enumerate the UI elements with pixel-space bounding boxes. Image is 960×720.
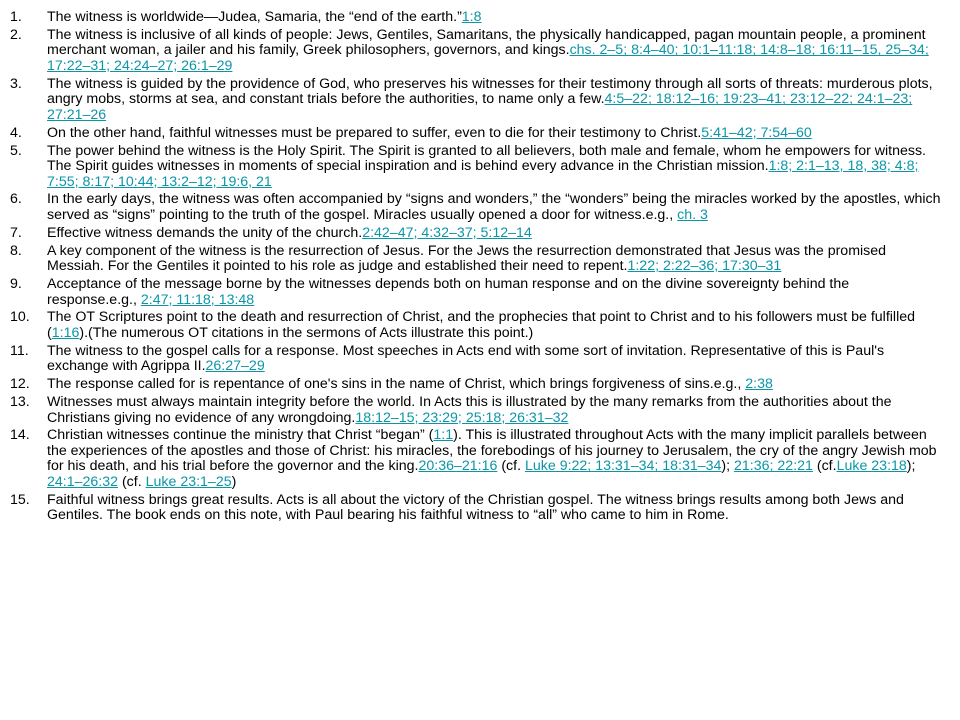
list-item bbox=[10, 277, 942, 308]
text-segment: ); bbox=[906, 458, 916, 475]
item-text bbox=[47, 225, 532, 241]
item-text bbox=[47, 191, 940, 223]
text-segment: The OT Scriptures point to the death and resurrection of Christ, and the prophecies that point to Christ and to his followers must be fulfilled ( bbox=[47, 309, 916, 341]
scripture-reference-link[interactable]: 1:8; 2:1–13, 18, 38; 4:8; 7:55; 8:17; 10:44; 13:2–12; 19:6, 21 bbox=[47, 158, 919, 190]
text-segment: ); bbox=[721, 458, 735, 475]
scripture-reference-link[interactable]: 1:1 bbox=[433, 427, 454, 444]
item-number: 12. bbox=[10, 376, 30, 393]
item-number: 4. bbox=[10, 124, 22, 141]
text-segment: In the early days, the witness was often accompanied by “signs and wonders,” the “wonders” being the miracles worked by the apostles, which served as “signs” pointing to the truth of the gospel. Miracles usually opened a door for witness.e.g., bbox=[47, 191, 941, 224]
text-segment: ) bbox=[231, 474, 237, 491]
item-text bbox=[47, 243, 886, 275]
scripture-reference-link[interactable]: Luke 23:18 bbox=[836, 458, 907, 475]
scripture-reference-link[interactable]: 2:38 bbox=[745, 376, 773, 393]
scripture-reference-link[interactable]: 2:42–47; 4:32–37; 5:12–14 bbox=[362, 224, 532, 241]
item-text bbox=[47, 309, 915, 341]
scripture-reference-link[interactable]: ch. 3 bbox=[677, 207, 708, 224]
list-item bbox=[10, 77, 942, 124]
text-segment: ). This is illustrated throughout Acts with the many implicit parallels between the experiences of the apostles and those of Christ: his miracles, the forebodings of his journey to Jerusalem, the cry of the angry Jewish mob for his death, and his trial before the governor and the king. bbox=[47, 427, 937, 475]
text-segment: The witness is inclusive of all kinds of people: Jews, Gentiles, Samaritans, the physically handicapped, pagan mountain people, a prominent merchant woman, a jailer and his family, Greek philosophers, governors, and kings. bbox=[47, 26, 926, 59]
item-text bbox=[47, 394, 892, 426]
scripture-reference-link[interactable]: 21:36; 22:21 bbox=[734, 458, 813, 475]
item-text bbox=[47, 9, 482, 25]
item-text bbox=[47, 376, 773, 392]
text-segment: On the other hand, faithful witnesses must be prepared to suffer, even to die for their testimony to Christ. bbox=[47, 124, 702, 141]
text-segment: Acceptance of the message borne by the witnesses depends both on human response and on the divine sovereignty behind the response.e.g., bbox=[47, 276, 850, 308]
list-item bbox=[10, 28, 942, 75]
item-number: 8. bbox=[10, 242, 22, 259]
witness-points-list bbox=[10, 10, 942, 524]
item-number: 13. bbox=[10, 393, 30, 410]
list-item bbox=[10, 428, 942, 490]
item-number: 10. bbox=[10, 309, 30, 326]
list-item bbox=[10, 144, 942, 191]
item-number: 5. bbox=[10, 142, 22, 159]
scripture-reference-link[interactable]: Luke 9:22; 13:31–34; 18:31–34 bbox=[524, 458, 722, 475]
text-segment: (cf. bbox=[812, 458, 837, 475]
list-item bbox=[10, 493, 942, 524]
list-item bbox=[10, 377, 942, 393]
text-segment: Witnesses must always maintain integrity before the world. In Acts this is illustrated by the many remarks from the authorities about the Christians giving no evidence of any wrongdoing. bbox=[47, 393, 892, 426]
text-segment: Effective witness demands the unity of the church. bbox=[47, 224, 363, 241]
scripture-reference-link[interactable]: 4:5–22; 18:12–16; 19:23–41; 23:12–22; 24:1–23; 27:21–26 bbox=[47, 91, 913, 123]
item-text bbox=[47, 427, 937, 490]
text-segment: The witness is guided by the providence of God, who preserves his witnesses for their testimony through all sorts of threats: murderous plots, angry mobs, storms at sea, and constant trials before the authorities, to name only a few. bbox=[47, 75, 933, 108]
item-number: 6. bbox=[10, 191, 22, 208]
list-item bbox=[10, 244, 942, 275]
scripture-reference-link[interactable]: 1:16 bbox=[51, 324, 80, 341]
item-text bbox=[47, 276, 849, 308]
item-text bbox=[47, 492, 904, 524]
list-item bbox=[10, 226, 942, 242]
scripture-reference-link[interactable]: 26:27–29 bbox=[205, 358, 265, 375]
scripture-reference-link[interactable]: 1:22; 2:22–36; 17:30–31 bbox=[627, 258, 782, 275]
item-number: 2. bbox=[10, 26, 22, 43]
text-segment: The witness to the gospel calls for a response. Most speeches in Acts end with some sort of invitation. Representative of this is Paul's exchange with Agrippa II. bbox=[47, 342, 885, 375]
item-text bbox=[47, 27, 929, 74]
text-segment: (cf. bbox=[118, 474, 146, 491]
scripture-reference-link[interactable]: 20:36–21:16 bbox=[418, 458, 498, 475]
list-item bbox=[10, 395, 942, 426]
item-number: 9. bbox=[10, 276, 22, 292]
text-segment: (cf. bbox=[497, 458, 525, 475]
text-segment: The power behind the witness is the Holy Spirit. The Spirit is granted to all believers, both male and female, whom he empowers for witness. The Spirit guides witnesses in moments of special inspiration and is behind every advance in the Christian mission. bbox=[47, 142, 927, 175]
scripture-reference-link[interactable]: 2:47; 11:18; 13:48 bbox=[140, 291, 255, 308]
item-text bbox=[47, 125, 812, 141]
item-number: 1. bbox=[10, 9, 22, 25]
scripture-reference-link[interactable]: chs. 2–5; 8:4–40; 10:1–11:18; 14:8–18; 16:11–15, 25–34; 17:22–31; 24:24–27; 26:1–29 bbox=[47, 42, 929, 74]
list-item bbox=[10, 310, 942, 341]
list-item bbox=[10, 126, 942, 142]
text-segment: The witness is worldwide—Judea, Samaria, the “end of the earth.” bbox=[47, 9, 462, 25]
item-number: 7. bbox=[10, 224, 22, 241]
text-segment: The response called for is repentance of one's sins in the name of Christ, which brings forgiveness of sins.e.g., bbox=[47, 376, 746, 393]
item-number: 14. bbox=[10, 427, 30, 444]
text-segment: Faithful witness brings great results. Acts is all about the victory of the Christian gospel. The witness brings results among both Jews and Gentiles. The book ends on this note, with Paul bearing his faithful witness to “all” who came to him in Rome. bbox=[47, 491, 904, 524]
scripture-reference-link[interactable]: 1:8 bbox=[461, 9, 482, 25]
item-text bbox=[47, 143, 926, 190]
item-number: 15. bbox=[10, 491, 30, 508]
text-segment: A key component of the witness is the resurrection of Jesus. For the Jews the resurrection demonstrated that Jesus was the promised Messiah. For the Gentiles it pointed to his role as judge and established their need to repent. bbox=[47, 242, 887, 275]
list-item bbox=[10, 344, 942, 375]
scripture-reference-link[interactable]: Luke 23:1–25 bbox=[145, 474, 232, 491]
scripture-reference-link[interactable]: 5:41–42; 7:54–60 bbox=[701, 124, 812, 141]
text-segment: ).(The numerous OT citations in the sermons of Acts illustrate this point.) bbox=[79, 324, 534, 341]
list-item bbox=[10, 192, 942, 223]
scripture-reference-link[interactable]: 18:12–15; 23:29; 25:18; 26:31–32 bbox=[355, 409, 569, 426]
item-text bbox=[47, 343, 884, 375]
list-item bbox=[10, 10, 942, 26]
item-number: 3. bbox=[10, 75, 22, 92]
item-text bbox=[47, 76, 933, 123]
text-segment: Christian witnesses continue the ministry that Christ “began” ( bbox=[47, 427, 434, 444]
item-number: 11. bbox=[10, 342, 29, 359]
scripture-reference-link[interactable]: 24:1–26:32 bbox=[47, 474, 119, 491]
